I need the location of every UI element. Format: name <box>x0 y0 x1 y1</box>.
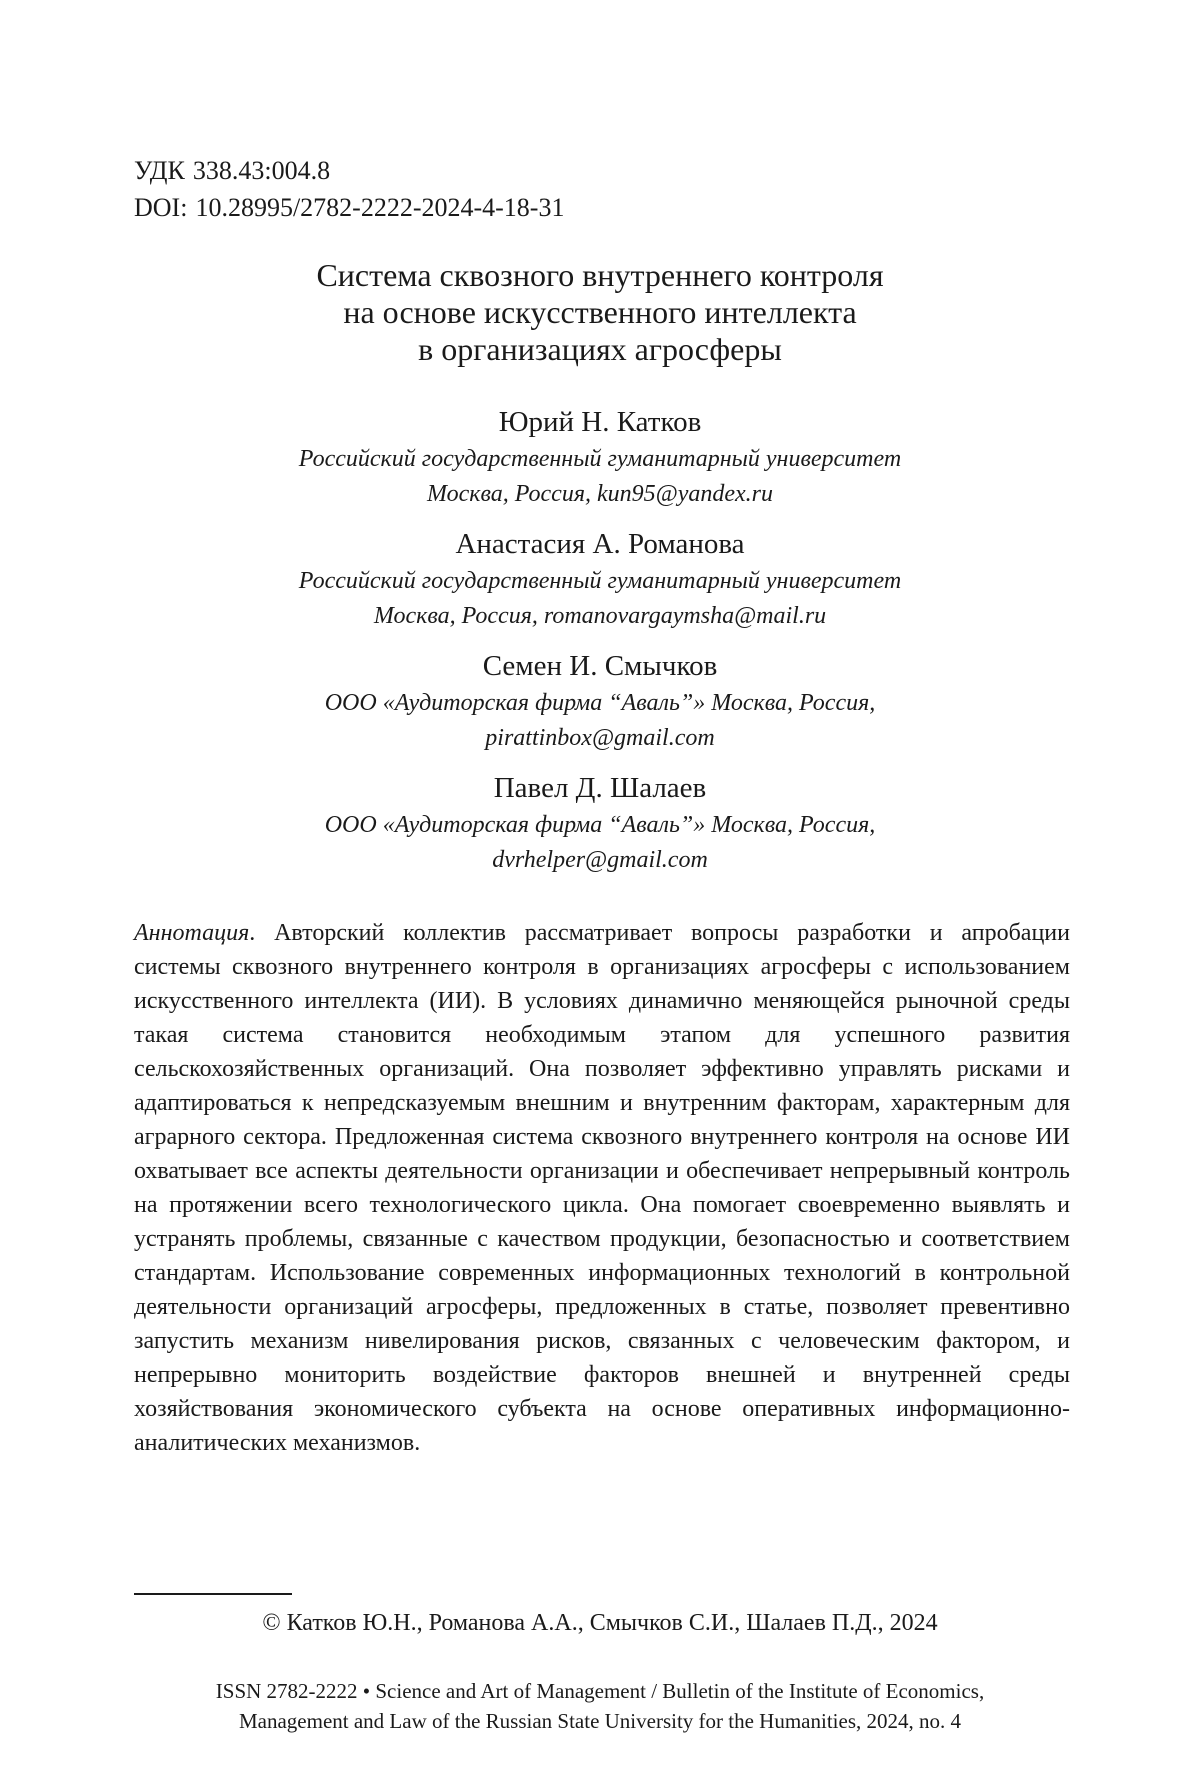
affiliation-line: ООО «Аудиторская фирма “Аваль”» Москва, Россия, <box>0 686 1200 721</box>
footer-line-1: ISSN 2782-2222 • Science and Art of Management / Bulletin of the Institute of Economics, <box>0 1676 1200 1706</box>
affiliation-contact: dvrhelper@gmail.com <box>0 843 1200 878</box>
identifier-block <box>134 152 564 226</box>
author-block <box>0 768 1200 878</box>
affiliation-contact: Москва, Россия, kun95@yandex.ru <box>0 477 1200 512</box>
title-line-1: Система сквозного внутреннего контроля <box>0 257 1200 294</box>
affiliation-line: Российский государственный гуманитарный университет <box>0 442 1200 477</box>
udk-line <box>134 152 564 189</box>
author-block <box>0 524 1200 634</box>
title-line-2: на основе искусственного интеллекта <box>0 294 1200 331</box>
author-name: Анастасия А. Романова <box>0 524 1200 564</box>
doi-value: 10.28995/2782-2222-2024-4-18-31 <box>195 193 564 222</box>
journal-footer <box>0 1676 1200 1736</box>
footer-line-2: Management and Law of the Russian State University for the Humanities, 2024, no. 4 <box>0 1706 1200 1736</box>
article-page <box>0 0 1200 1780</box>
affiliation-line: ООО «Аудиторская фирма “Аваль”» Москва, Россия, <box>0 808 1200 843</box>
footnote-divider <box>134 1593 292 1595</box>
affiliation-contact: Москва, Россия, romanovargaymsha@mail.ru <box>0 599 1200 634</box>
affiliation-contact: pirattinbox@gmail.com <box>0 721 1200 756</box>
author-block <box>0 646 1200 756</box>
doi-label: DOI: <box>134 193 187 222</box>
doi-line <box>134 189 564 226</box>
author-name: Семен И. Смычков <box>0 646 1200 686</box>
author-affiliation <box>0 808 1200 878</box>
author-affiliation <box>0 564 1200 634</box>
author-affiliation <box>0 442 1200 512</box>
udk-value: 338.43:004.8 <box>193 156 330 185</box>
author-name: Павел Д. Шалаев <box>0 768 1200 808</box>
udk-label: УДК <box>134 156 185 185</box>
author-block <box>0 402 1200 512</box>
author-name: Юрий Н. Катков <box>0 402 1200 442</box>
affiliation-line: Российский государственный гуманитарный университет <box>0 564 1200 599</box>
authors-list <box>0 402 1200 890</box>
author-affiliation <box>0 686 1200 756</box>
abstract-text: . Авторский коллектив рассматривает вопросы разработки и апробации системы сквозного внутреннего контроля в организациях агросферы с использованием искусственного интеллекта (ИИ). В условиях динамично меняющейся рыночной среды такая система становится необходимым этапом для успешного развития сельскохозяйственных организаций. Она позволяет эффективно управлять рисками и адаптироваться к непредсказуемым внешним и внутренним факторам, характерным для аграрного сектора. Предложенная система сквозного внутреннего контроля на основе ИИ охватывает все аспекты деятельности организации и обеспечивает непрерывный контроль на протяжении всего технологического цикла. Она помогает своевременно выявлять и устранять проблемы, связанные с качеством продукции, безопасностью и соответствием стандартам. Использование современных информационных технологий в контрольной деятельности организаций агросферы, предложенных в статье, позволяет превентивно запустить механизм нивелирования рисков, связанных с человеческим фактором, и непрерывно мониторить воздействие факторов внешней и внутренней среды хозяйствования экономического субъекта на основе оперативных информационно-аналитических механизмов. <box>134 920 1070 1456</box>
article-title <box>0 257 1200 368</box>
abstract-paragraph <box>134 916 1070 1460</box>
copyright-notice: © Катков Ю.Н., Романова А.А., Смычков С.И., Шалаев П.Д., 2024 <box>0 1606 1200 1640</box>
title-line-3: в организациях агросферы <box>0 331 1200 368</box>
abstract-label: Аннотация <box>134 920 249 946</box>
